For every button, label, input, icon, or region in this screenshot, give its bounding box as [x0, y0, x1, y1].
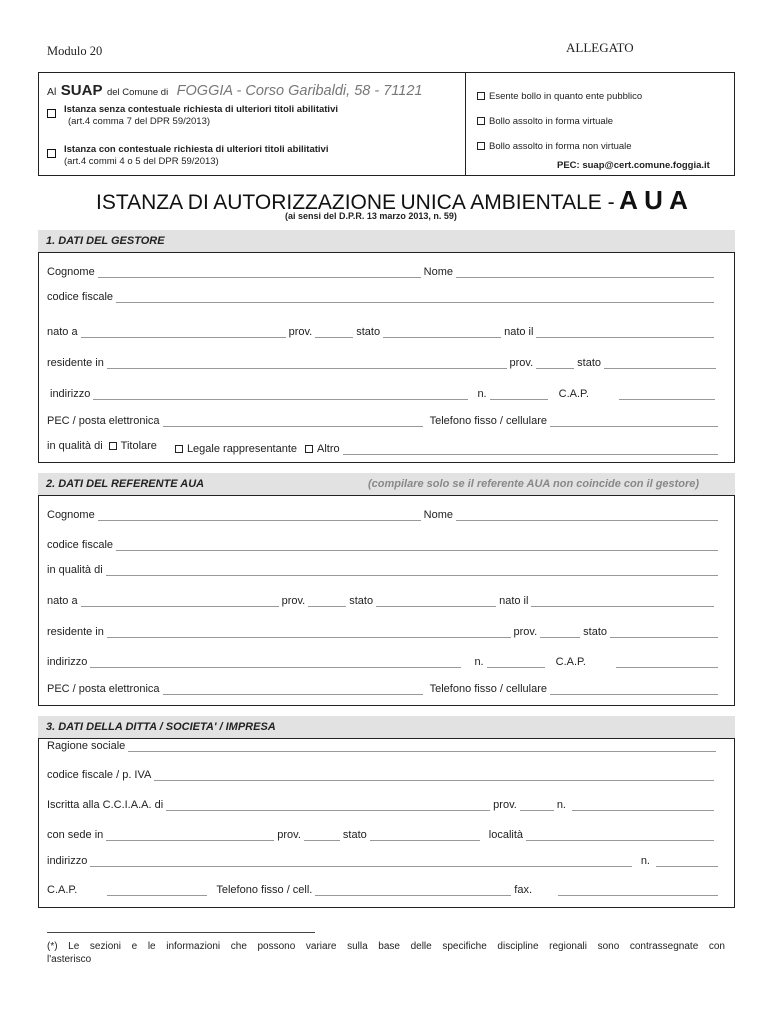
- s1-indirizzo-field[interactable]: [93, 390, 468, 400]
- s2-stato-field[interactable]: [376, 597, 496, 607]
- section3-box: [38, 738, 735, 908]
- s2-civico-field[interactable]: [487, 658, 545, 668]
- s1-nato-il-field[interactable]: [536, 328, 714, 338]
- bollo-non-virtuale-checkbox[interactable]: [477, 142, 485, 150]
- s1-cf-field[interactable]: [116, 293, 714, 303]
- section2-header: 2. DATI DEL REFERENTE AUA (compilare solo se il referente AUA non coincide con il gestore): [38, 473, 735, 495]
- istanza-con-option[interactable]: [47, 144, 56, 162]
- page-title: ISTANZA DI AUTORIZZAZIONE UNICA AMBIENTALE - A U A: [96, 185, 688, 215]
- s2-row-cf: codice fiscale: [47, 539, 721, 551]
- s3-row-ragione: Ragione sociale: [47, 740, 719, 752]
- s1-cognome-field[interactable]: [98, 268, 421, 278]
- s1-row-residenza: residente in prov. stato: [47, 357, 719, 369]
- bollo-virtuale-checkbox[interactable]: [477, 117, 485, 125]
- s2-telefono-field[interactable]: [550, 685, 718, 695]
- s2-row-contatti: PEC / posta elettronica Telefono fisso / cellulare: [47, 683, 721, 695]
- legale-checkbox[interactable]: [175, 445, 183, 453]
- s3-sede-field[interactable]: [106, 831, 274, 841]
- comune-name: FOGGIA - Corso Garibaldi, 58 - 71121: [176, 83, 423, 99]
- s3-fax-field[interactable]: [558, 886, 718, 896]
- istanza-con-title: Istanza con contestuale richiesta di ulteriori titoli abilitativi: [64, 144, 329, 155]
- istanza-senza-option[interactable]: [47, 104, 56, 122]
- s2-indirizzo-field[interactable]: [90, 658, 461, 668]
- istanza-con-sub: (art.4 commi 4 o 5 del DPR 59/2013): [64, 156, 219, 167]
- s2-cf-field[interactable]: [116, 541, 718, 551]
- bollo-esente-checkbox[interactable]: [477, 92, 485, 100]
- page-subtitle: (ai sensi del D.P.R. 13 marzo 2013, n. 59): [285, 211, 457, 221]
- footnote-text: (*) Le sezioni e le informazioni che possono variare sulla base delle specifiche discipline regionali sono contrassegnate con: [47, 941, 725, 952]
- s3-indirizzo-field[interactable]: [90, 857, 631, 867]
- bollo-esente-option[interactable]: Esente bollo in quanto ente pubblico: [477, 91, 642, 102]
- suap-label: SUAP: [60, 82, 103, 99]
- s3-stato-field[interactable]: [370, 831, 480, 841]
- altro-checkbox[interactable]: [305, 445, 313, 453]
- s1-row-contatti: PEC / posta elettronica Telefono fisso / cellulare: [47, 415, 721, 427]
- s2-pec-field[interactable]: [163, 685, 423, 695]
- s3-telefono-field[interactable]: [315, 886, 511, 896]
- s2-nato-a-field[interactable]: [81, 597, 279, 607]
- istanza-con-checkbox[interactable]: [47, 149, 56, 158]
- s3-row-sede: con sede in prov. stato località: [47, 829, 717, 841]
- s2-cap-field[interactable]: [616, 658, 718, 668]
- modulo-label: Modulo 20: [47, 44, 103, 58]
- bollo-non-virtuale-option[interactable]: Bollo assolto in forma non virtuale: [477, 141, 632, 152]
- s1-altro-field[interactable]: [343, 445, 718, 455]
- altro-option[interactable]: Altro: [305, 443, 340, 455]
- s2-nome-field[interactable]: [456, 511, 718, 521]
- s3-row-cf: codice fiscale / p. IVA: [47, 769, 717, 781]
- allegato-label: ALLEGATO: [566, 40, 634, 55]
- s2-prov-field[interactable]: [308, 597, 346, 607]
- s3-localita-field[interactable]: [526, 831, 714, 841]
- s1-telefono-field[interactable]: [550, 417, 718, 427]
- s2-row-residenza: residente in prov. stato: [47, 626, 721, 638]
- s3-ragione-field[interactable]: [128, 742, 716, 752]
- s1-row-nascita: nato a prov. stato nato il: [47, 326, 717, 338]
- s2-row-qualita: in qualità di: [47, 564, 721, 576]
- s1-row-indirizzo: indirizzo n. C.A.P.: [50, 388, 718, 400]
- section2-note: (compilare solo se il referente AUA non coincide con il gestore): [368, 478, 700, 490]
- s2-residente-field[interactable]: [107, 628, 511, 638]
- s1-row-qualita: in qualità di Titolare Legale rappresentante Altro: [47, 440, 721, 452]
- s1-pec-field[interactable]: [163, 417, 423, 427]
- s3-n-field[interactable]: [572, 801, 714, 811]
- s3-civico-field[interactable]: [656, 857, 718, 867]
- s3-prov-field[interactable]: [520, 801, 554, 811]
- istanza-senza-sub: (art.4 comma 7 del DPR 59/2013): [68, 116, 211, 127]
- titolare-checkbox[interactable]: [109, 442, 117, 450]
- s3-row-cciaa: Iscritta alla C.C.I.A.A. di prov. n.: [47, 799, 717, 811]
- s2-res-stato-field[interactable]: [610, 628, 718, 638]
- s2-cognome-field[interactable]: [98, 511, 421, 521]
- pec-suap: PEC: suap@cert.comune.foggia.it: [557, 160, 710, 171]
- legale-option[interactable]: Legale rappresentante: [175, 443, 297, 455]
- s3-cf-field[interactable]: [154, 771, 714, 781]
- s1-res-prov-field[interactable]: [536, 359, 574, 369]
- s3-row-contatti: C.A.P. Telefono fisso / cell. fax.: [47, 884, 721, 896]
- s1-nato-a-field[interactable]: [81, 328, 286, 338]
- s1-stato-field[interactable]: [383, 328, 501, 338]
- s2-row-nascita: nato a prov. stato nato il: [47, 595, 717, 607]
- section3-header: 3. DATI DELLA DITTA / SOCIETA' / IMPRESA: [38, 716, 735, 738]
- istanza-senza-title: Istanza senza contestuale richiesta di ulteriori titoli abilitativi: [64, 104, 338, 115]
- istanza-senza-checkbox[interactable]: [47, 109, 56, 118]
- titolare-option[interactable]: Titolare: [109, 440, 157, 452]
- footnote-divider: [47, 932, 315, 933]
- s2-row-cognome: Cognome Nome: [47, 509, 721, 521]
- s1-civico-field[interactable]: [490, 390, 548, 400]
- section1-header: 1. DATI DEL GESTORE: [38, 230, 735, 252]
- s3-row-indirizzo: indirizzo n.: [47, 855, 721, 867]
- s2-res-prov-field[interactable]: [540, 628, 580, 638]
- s1-prov-field[interactable]: [315, 328, 353, 338]
- s1-row-cognome: Cognome Nome: [47, 266, 717, 278]
- s3-cciaa-field[interactable]: [166, 801, 490, 811]
- s1-residente-field[interactable]: [107, 359, 507, 369]
- bollo-virtuale-option[interactable]: Bollo assolto in forma virtuale: [477, 116, 613, 127]
- s2-row-indirizzo: indirizzo n. C.A.P.: [47, 656, 721, 668]
- s3-sede-prov-field[interactable]: [304, 831, 340, 841]
- s1-cap-field[interactable]: [619, 390, 715, 400]
- s1-nome-field[interactable]: [456, 268, 714, 278]
- s2-qualita-field[interactable]: [106, 566, 718, 576]
- footnote-text-2: l'asterisco: [47, 954, 92, 965]
- suap-heading: Al SUAP del Comune di FOGGIA - Corso Garibaldi, 58 - 71121: [47, 82, 423, 99]
- s1-res-stato-field[interactable]: [604, 359, 716, 369]
- s3-cap-field[interactable]: [107, 886, 207, 896]
- s1-row-cf: codice fiscale: [47, 291, 717, 303]
- aua-label: A U A: [619, 185, 688, 215]
- s2-nato-il-field[interactable]: [531, 597, 714, 607]
